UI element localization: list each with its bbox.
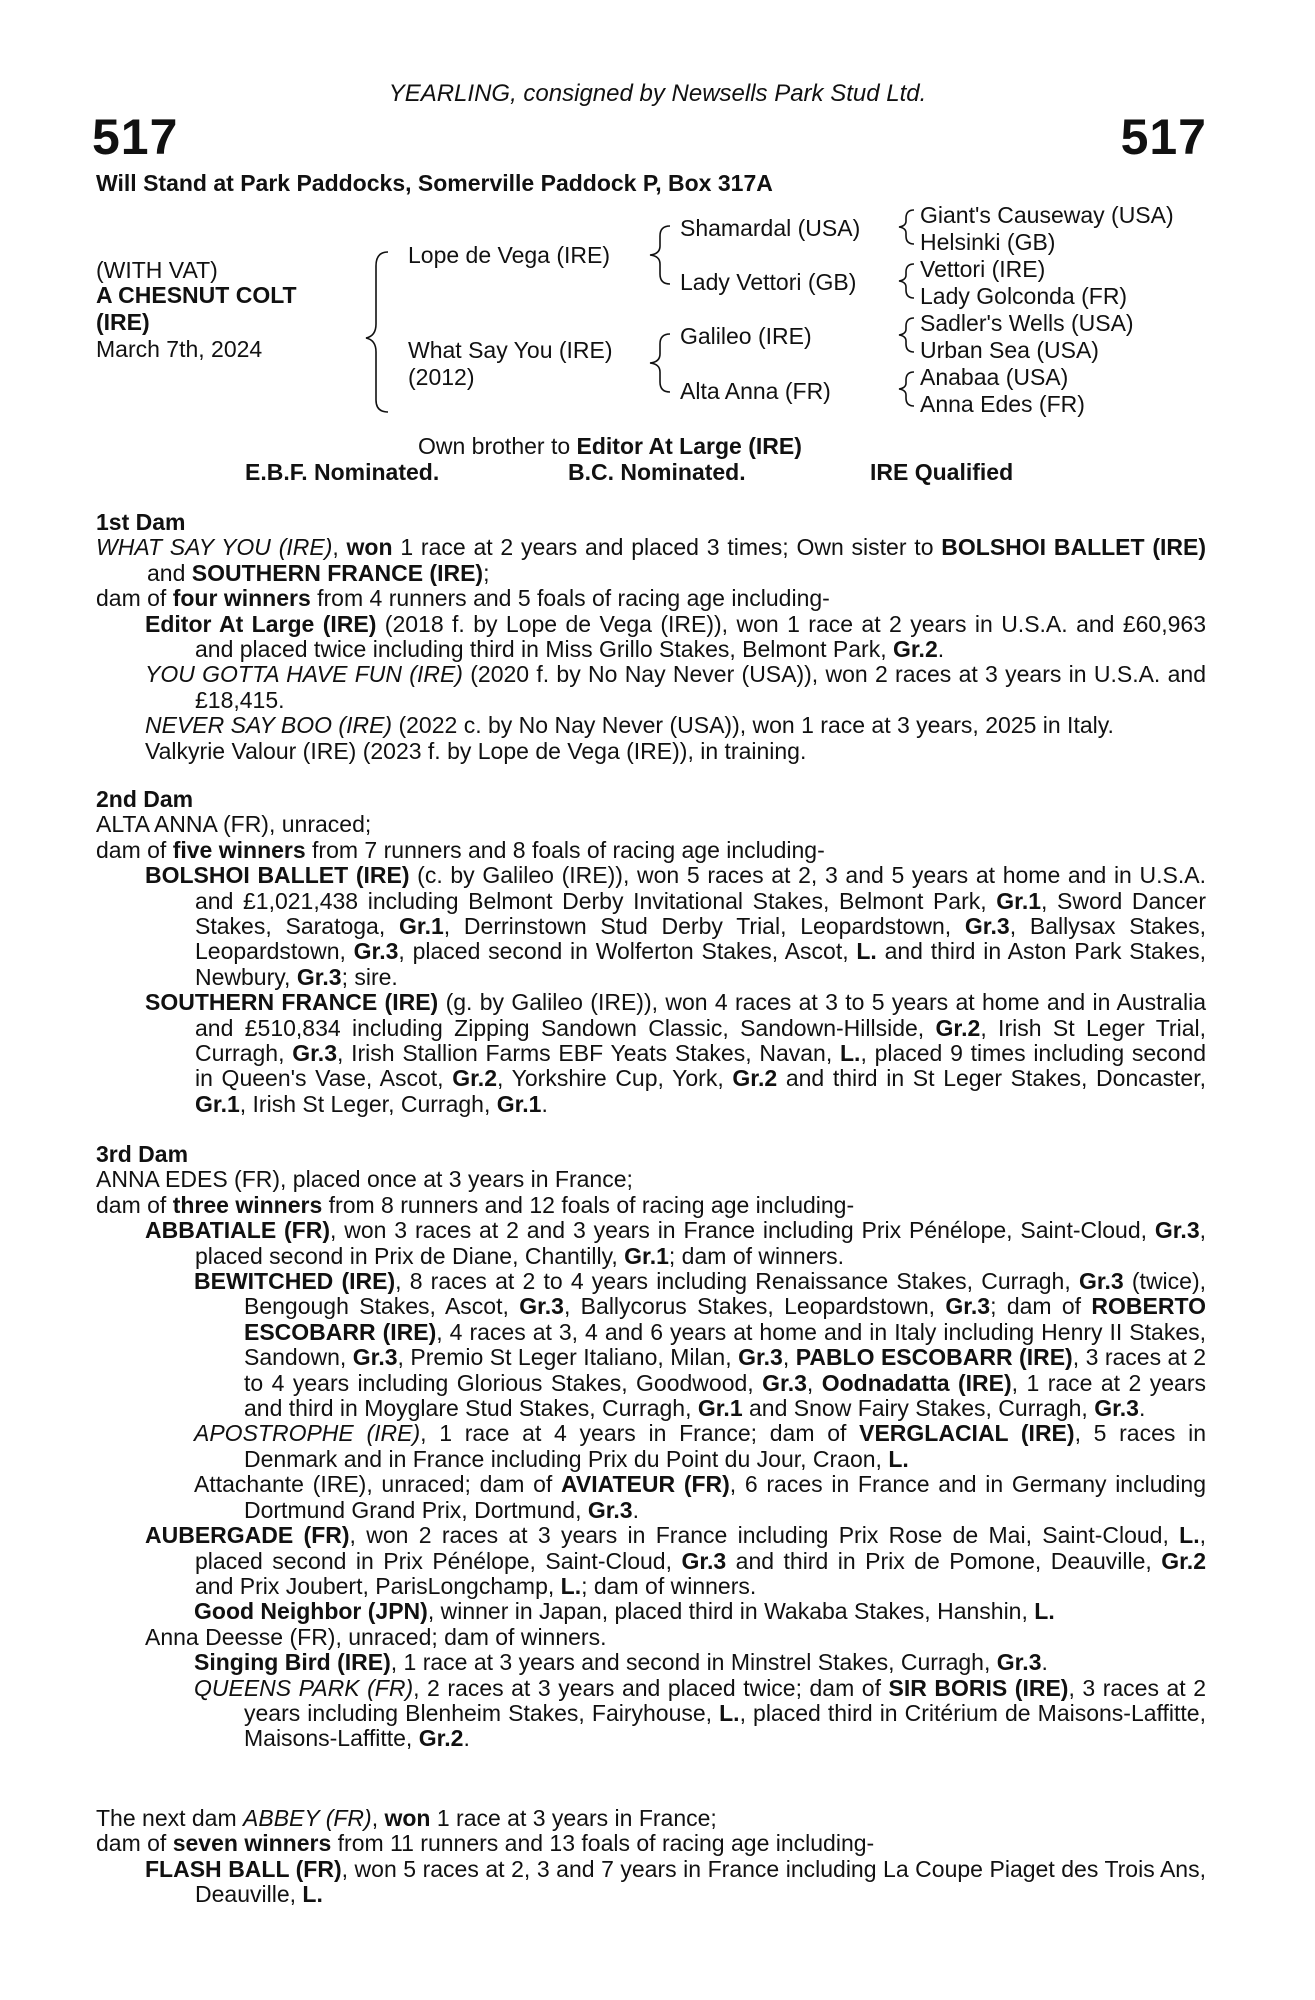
third-dam-grandproduce-4: Good Neighbor (JPN), winner in Japan, placed third in Wakaba Stakes, Hanshin, L. xyxy=(194,1598,1055,1625)
dam: What Say You (IRE) xyxy=(408,337,613,363)
ggs-1: Giant's Causeway (USA) xyxy=(920,202,1174,228)
third-dam-grandproduce-2: APOSTROPHE (IRE), 1 race at 4 years in France; dam of VERGLACIAL (IRE), 5 races in Denmark and in France including Prix du Point du Jour, Craon, L. xyxy=(194,1420,1206,1472)
ire-note: IRE Qualified xyxy=(870,459,1014,485)
horse-name: A CHESNUT COLT xyxy=(96,282,297,308)
second-dam-produce-1: BOLSHOI BALLET (IRE) (c. by Galileo (IRE)), won 5 races at 2, 3 and 5 years at home and in U.S.A. and £1,021,438 including Belmont Derby Invitational Stakes, Belmont Park, Gr.1, Sword Dancer Stakes, Saratoga, Gr.1, Derrinstown Stud Derby Trial, Leopardstown, Gr.3, Ballysax Stakes, Leopardstown, Gr.3, placed second in Wolferton Stakes, Ascot, L. and third in Aston Park Stakes, Newbury, Gr.3; sire. xyxy=(145,862,1206,990)
second-dam-produce-summary: dam of five winners from 7 runners and 8 foals of racing age including- xyxy=(96,836,825,863)
foaling-date: March 7th, 2024 xyxy=(96,336,263,362)
third-dam-heading: 3rd Dam xyxy=(96,1141,189,1167)
stand-location: Will Stand at Park Paddocks, Somerville Paddock P, Box 317A xyxy=(96,170,773,196)
first-dam-intro: WHAT SAY YOU (IRE), won 1 race at 2 years and placed 3 times; Own sister to BOLSHOI BALLET (IRE) and SOUTHERN FRANCE (IRE); xyxy=(96,534,1207,586)
sire-dam: Lady Vettori (GB) xyxy=(680,269,857,295)
ggs-5: Sadler's Wells (USA) xyxy=(920,310,1134,336)
third-dam-section xyxy=(96,1142,1206,1752)
first-dam-produce-2: YOU GOTTA HAVE FUN (IRE) (2020 f. by No Nay Never (USA)), won 2 races at 3 years in U.S.A. and £18,415. xyxy=(145,661,1206,713)
own-brother-name: Editor At Large (IRE) xyxy=(576,433,802,459)
second-dam-section xyxy=(96,787,1206,1117)
first-dam-produce-summary: dam of four winners from 4 runners and 5 foals of racing age including- xyxy=(96,585,830,612)
third-dam-grandproduce-5: Singing Bird (IRE), 1 race at 3 years and second in Minstrel Stakes, Curragh, Gr.3. xyxy=(194,1649,1048,1676)
consignor-line: YEARLING, consigned by Newsells Park Stud Ltd. xyxy=(388,80,927,107)
third-dam-grandproduce-1: BEWITCHED (IRE), 8 races at 2 to 4 years including Renaissance Stakes, Curragh, Gr.3 (twice), Bengough Stakes, Ascot, Gr.3, Ballycorus Stakes, Leopardstown, Gr.3; dam of ROBERTO ESCOBARR (IRE), 4 races at 3, 4 and 6 years at home and in Italy including Henry II Stakes, Sandown, Gr.3, Premio St Leger Italiano, Milan, Gr.3, PABLO ESCOBARR (IRE), 3 races at 2 to 4 years including Glorious Stakes, Goodwood, Gr.3, Oodnadatta (IRE), 1 race at 2 years and third in Moyglare Stud Stakes, Curragh, Gr.1 and Snow Fairy Stakes, Curragh, Gr.3. xyxy=(194,1268,1206,1422)
next-dam-produce-summary: dam of seven winners from 11 runners and 13 foals of racing age including- xyxy=(96,1830,875,1857)
third-dam-produce-1: ABBATIALE (FR), won 3 races at 2 and 3 years in France including Prix Pénélope, Saint-Cloud, Gr.3, placed second in Prix de Diane, Chantilly, Gr.1; dam of winners. xyxy=(145,1217,1207,1269)
first-dam-heading: 1st Dam xyxy=(96,509,186,535)
second-dam-heading: 2nd Dam xyxy=(96,786,194,812)
ggs-2: Helsinki (GB) xyxy=(920,229,1056,255)
bc-note: B.C. Nominated. xyxy=(568,459,746,485)
next-dam-intro: The next dam ABBEY (FR), won 1 race at 3 years in France; xyxy=(96,1805,717,1831)
first-dam-section xyxy=(96,510,1206,764)
first-dam-produce-3: NEVER SAY BOO (IRE) (2022 c. by No Nay Never (USA)), won 1 race at 3 years, 2025 in Italy. xyxy=(145,712,1114,739)
sire: Lope de Vega (IRE) xyxy=(408,242,611,268)
ggs-3: Vettori (IRE) xyxy=(920,256,1046,282)
vat-note: (WITH VAT) xyxy=(96,257,218,283)
dam-sire: Galileo (IRE) xyxy=(680,323,812,349)
second-dam-produce-2: SOUTHERN FRANCE (IRE) (g. by Galileo (IRE)), won 4 races at 3 to 5 years at home and in Australia and £510,834 including Zipping Sandown Classic, Sandown-Hillside, Gr.2, Irish St Leger Trial, Curragh, Gr.3, Irish Stallion Farms EBF Yeats Stakes, Navan, L., placed 9 times including second in Queen's Vase, Ascot, Gr.2, Yorkshire Cup, York, Gr.2 and third in St Leger Stakes, Doncaster, Gr.1, Irish St Leger, Curragh, Gr.1. xyxy=(145,989,1207,1117)
pedigree-braces xyxy=(0,0,1315,440)
own-brother-prefix: Own brother to xyxy=(418,433,577,459)
ggs-6: Urban Sea (USA) xyxy=(920,337,1099,363)
dam-year: (2012) xyxy=(408,364,475,390)
first-dam-produce-1: Editor At Large (IRE) (2018 f. by Lope de Vega (IRE)), won 1 race at 2 years in U.S.A. and £60,963 and placed twice including third in Miss Grillo Stakes, Belmont Park, Gr.2. xyxy=(145,610,1206,663)
dam-dam: Alta Anna (FR) xyxy=(680,378,831,404)
horse-name-suffix: (IRE) xyxy=(96,309,150,335)
second-dam-intro: ALTA ANNA (FR), unraced; xyxy=(96,811,372,838)
ggs-7: Anabaa (USA) xyxy=(920,364,1069,390)
ebf-note: E.B.F. Nominated. xyxy=(245,459,440,485)
ggs-4: Lady Golconda (FR) xyxy=(920,283,1128,309)
third-dam-produce-2: AUBERGADE (FR), won 2 races at 3 years in France including Prix Rose de Mai, Saint-Cloud, L., placed second in Prix Pénélope, Saint-Cloud, Gr.3 and third in Prix de Pomone, Deauville, Gr.2 and Prix Joubert, ParisLongchamp, L.; dam of winners. xyxy=(145,1522,1207,1599)
third-dam-grandproduce-6: QUEENS PARK (FR), 2 races at 3 years and placed twice; dam of SIR BORIS (IRE), 3 races at 2 years including Blenheim Stakes, Fairyhouse, L., placed third in Critérium de Maisons-Laffitte, Maisons-Laffitte, Gr.2. xyxy=(194,1674,1206,1752)
lot-number-right: 517 xyxy=(1120,109,1207,165)
third-dam-intro: ANNA EDES (FR), placed once at 3 years in France; xyxy=(96,1166,633,1193)
third-dam-produce-3: Anna Deesse (FR), unraced; dam of winners. xyxy=(145,1623,607,1650)
next-dam-section xyxy=(96,1806,1206,1908)
own-brother-note xyxy=(418,433,802,460)
third-dam-produce-summary: dam of three winners from 8 runners and 12 foals of racing age including- xyxy=(96,1191,855,1218)
lot-number-left: 517 xyxy=(92,109,179,165)
first-dam-produce-4: Valkyrie Valour (IRE) (2023 f. by Lope de Vega (IRE)), in training. xyxy=(145,737,807,764)
third-dam-grandproduce-3: Attachante (IRE), unraced; dam of AVIATEUR (FR), 6 races in France and in Germany including Dortmund Grand Prix, Dortmund, Gr.3. xyxy=(194,1471,1206,1523)
ggs-8: Anna Edes (FR) xyxy=(920,391,1085,417)
sire-sire: Shamardal (USA) xyxy=(680,215,861,241)
next-dam-produce-1: FLASH BALL (FR), won 5 races at 2, 3 and 7 years in France including La Coupe Piaget des Trois Ans, Deauville, L. xyxy=(145,1855,1206,1908)
